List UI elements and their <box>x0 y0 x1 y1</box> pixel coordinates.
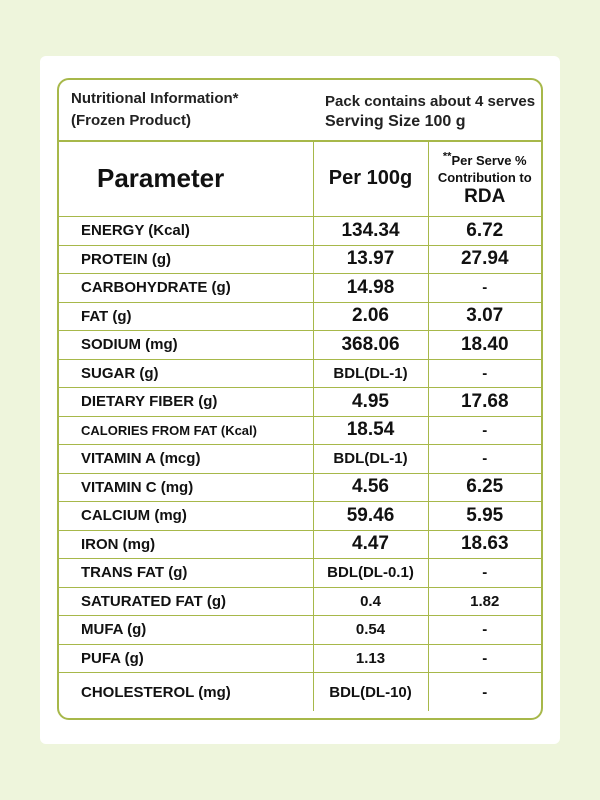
table-row <box>59 587 541 616</box>
header-right <box>325 92 535 132</box>
per-100g-value: BDL(DL-1) <box>313 445 428 474</box>
rda-value: - <box>428 416 541 445</box>
nutrient-name: CALCIUM (mg) <box>59 502 313 531</box>
nutrient-name: CARBOHYDRATE (g) <box>59 274 313 303</box>
nutrient-name: FAT (g) <box>59 302 313 331</box>
rda-value: - <box>428 559 541 588</box>
per-100g-value: BDL(DL-1) <box>313 359 428 388</box>
table-row <box>59 388 541 417</box>
per-100g-value: 59.46 <box>313 502 428 531</box>
rda-line2: Contribution to <box>437 169 532 185</box>
nutrient-name: TRANS FAT (g) <box>59 559 313 588</box>
table-row <box>59 616 541 645</box>
rda-value: 3.07 <box>428 302 541 331</box>
table-row <box>59 445 541 474</box>
rda-value: 27.94 <box>428 245 541 274</box>
nutrient-name: ENERGY (Kcal) <box>59 217 313 246</box>
nutrition-title: Nutritional Information* <box>71 90 239 107</box>
rda-value: - <box>428 274 541 303</box>
nutrient-name: PROTEIN (g) <box>59 245 313 274</box>
rda-line1: Per Serve % <box>451 152 527 168</box>
column-header-rda <box>428 140 541 217</box>
per-100g-value: 0.54 <box>313 616 428 645</box>
rda-value: 17.68 <box>428 388 541 417</box>
nutrient-name: SODIUM (mg) <box>59 331 313 360</box>
nutrient-name: VITAMIN C (mg) <box>59 473 313 502</box>
table-row <box>59 559 541 588</box>
table-row <box>59 473 541 502</box>
nutrition-header <box>59 80 541 142</box>
rda-value: - <box>428 445 541 474</box>
column-header-per100: Per 100g <box>313 140 428 217</box>
table-row <box>59 530 541 559</box>
table-row <box>59 359 541 388</box>
nutrient-name: PUFA (g) <box>59 644 313 673</box>
rda-value: - <box>428 616 541 645</box>
table-row <box>59 416 541 445</box>
table-row <box>59 245 541 274</box>
nutrient-name: SATURATED FAT (g) <box>59 587 313 616</box>
per-100g-value: 14.98 <box>313 274 428 303</box>
rda-value: - <box>428 644 541 673</box>
table-row <box>59 502 541 531</box>
rda-value: 1.82 <box>428 587 541 616</box>
nutrient-name: SUGAR (g) <box>59 359 313 388</box>
table-row <box>59 217 541 246</box>
pack-serves: Pack contains about 4 serves <box>325 93 536 110</box>
rda-value: 6.72 <box>428 217 541 246</box>
per-100g-value: 4.47 <box>313 530 428 559</box>
nutrient-name: IRON (mg) <box>59 530 313 559</box>
rda-value: - <box>428 673 541 712</box>
per-100g-value: BDL(DL-0.1) <box>313 559 428 588</box>
nutrient-name: DIETARY FIBER (g) <box>59 388 313 417</box>
rda-value: 6.25 <box>428 473 541 502</box>
per-100g-value: 4.95 <box>313 388 428 417</box>
table-row <box>59 274 541 303</box>
product-state: (Frozen Product) <box>71 112 191 129</box>
header-left <box>71 88 239 132</box>
table-row <box>59 331 541 360</box>
per-100g-value: 4.56 <box>313 473 428 502</box>
per-100g-value: 1.13 <box>313 644 428 673</box>
nutrition-panel <box>57 78 543 720</box>
per-100g-value: 18.54 <box>313 416 428 445</box>
table-header-row <box>59 140 541 217</box>
nutrition-table <box>59 140 541 711</box>
per-100g-value: 2.06 <box>313 302 428 331</box>
nutrient-name: MUFA (g) <box>59 616 313 645</box>
nutrient-name: VITAMIN A (mcg) <box>59 445 313 474</box>
per-100g-value: 368.06 <box>313 331 428 360</box>
per-100g-value: 0.4 <box>313 587 428 616</box>
nutrient-name: CALORIES FROM FAT (Kcal) <box>59 416 313 445</box>
per-100g-value: 13.97 <box>313 245 428 274</box>
rda-value: 18.40 <box>428 331 541 360</box>
nutrient-name: CHOLESTEROL (mg) <box>59 673 313 712</box>
table-row <box>59 673 541 712</box>
column-header-parameter: Parameter <box>59 140 313 217</box>
table-row <box>59 302 541 331</box>
rda-value: - <box>428 359 541 388</box>
per-100g-value: BDL(DL-10) <box>313 673 428 712</box>
table-row <box>59 644 541 673</box>
rda-value: 18.63 <box>428 530 541 559</box>
rda-stars: ** <box>442 150 452 163</box>
serving-size: Serving Size 100 g <box>325 113 466 130</box>
rda-line3: RDA <box>464 185 506 207</box>
rda-value: 5.95 <box>428 502 541 531</box>
per-100g-value: 134.34 <box>313 217 428 246</box>
